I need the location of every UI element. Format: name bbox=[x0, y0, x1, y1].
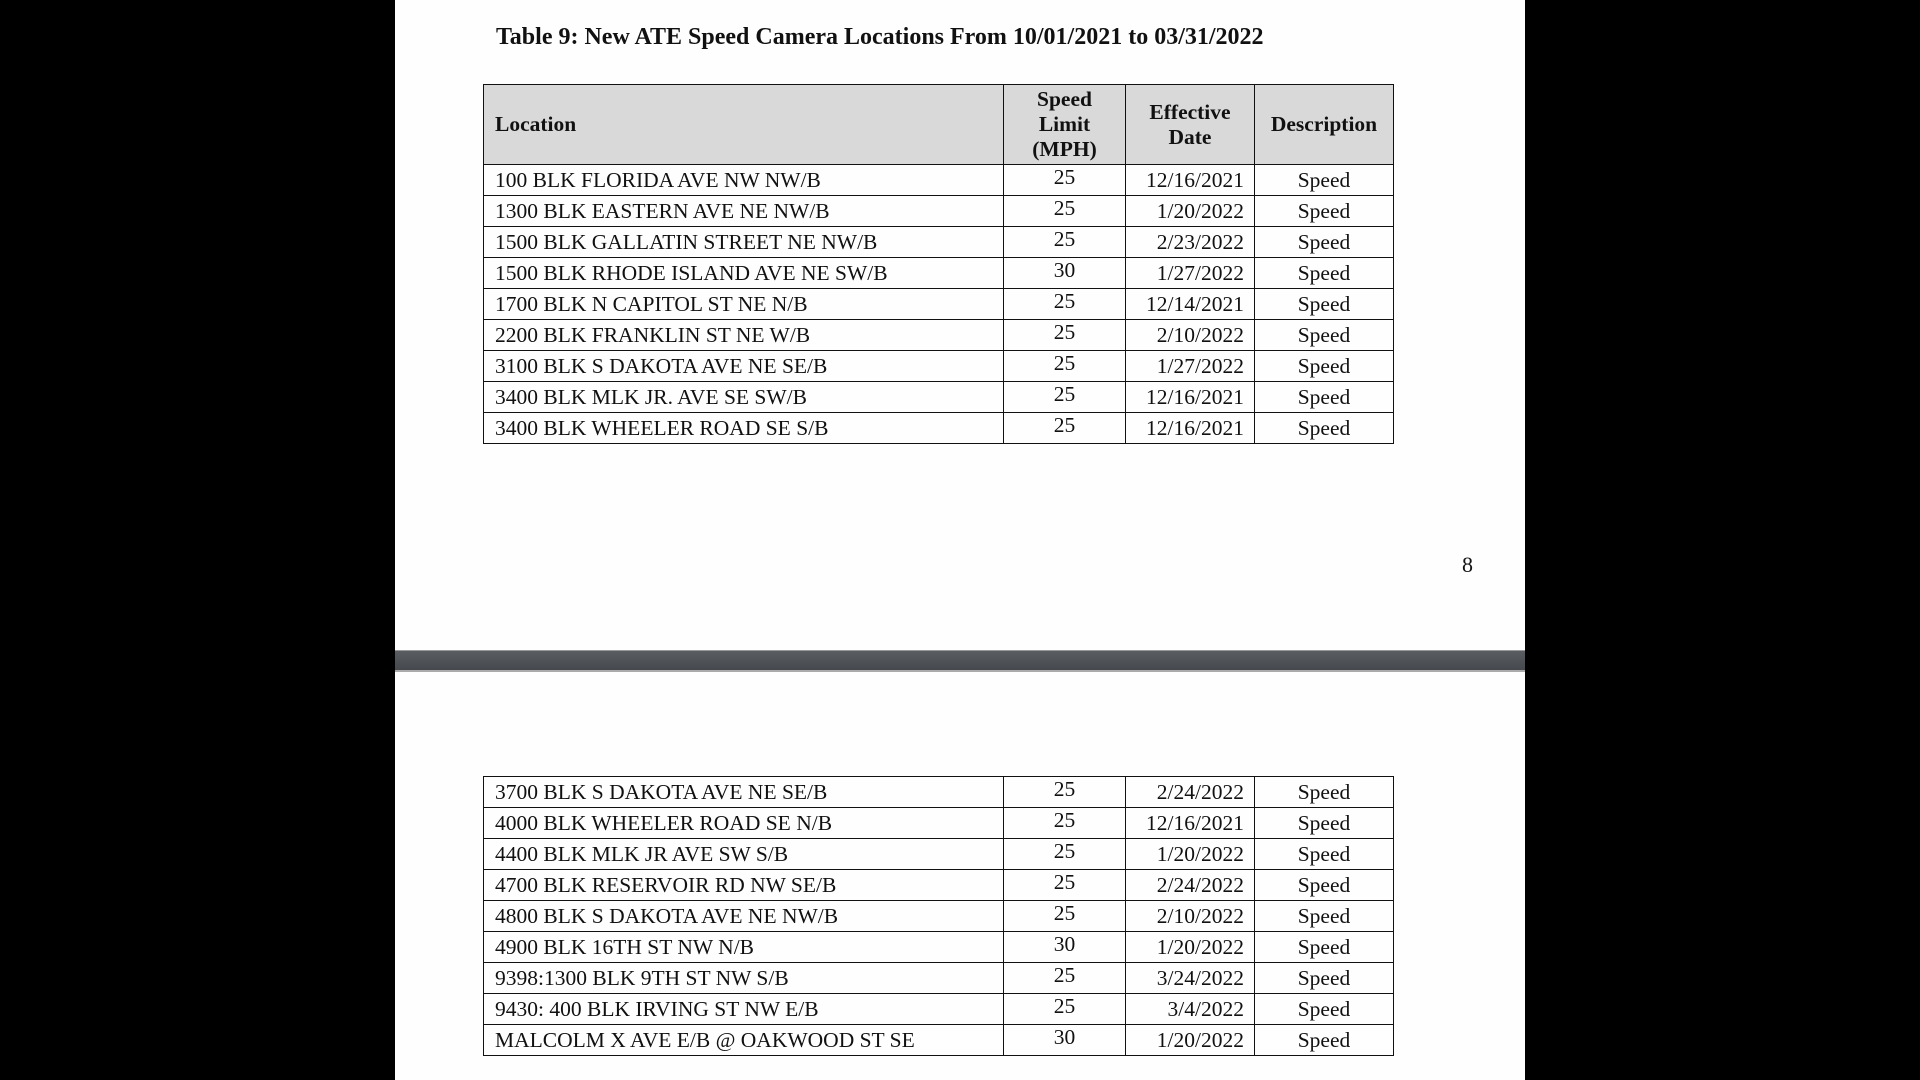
cell-speed-limit bbox=[1004, 1025, 1126, 1056]
speed-value: 25 bbox=[1053, 839, 1076, 863]
table-row bbox=[484, 1025, 1394, 1056]
cell-speed-limit bbox=[1004, 777, 1126, 808]
cell-effective-date: 1/20/2022 bbox=[1126, 196, 1255, 227]
cell-speed-limit bbox=[1004, 808, 1126, 839]
cell-effective-date: 12/14/2021 bbox=[1126, 289, 1255, 320]
cell-description: Speed bbox=[1255, 382, 1394, 413]
table-header-row bbox=[484, 85, 1394, 165]
table-row bbox=[484, 808, 1394, 839]
header-date-line2: Date bbox=[1168, 124, 1212, 149]
header-location: Location bbox=[484, 85, 1004, 165]
cell-speed-limit bbox=[1004, 382, 1126, 413]
header-date-line1: Effective bbox=[1149, 99, 1231, 124]
cell-location: 4800 BLK S DAKOTA AVE NE NW/B bbox=[484, 901, 1004, 932]
cell-effective-date: 2/24/2022 bbox=[1126, 870, 1255, 901]
speed-value: 25 bbox=[1053, 351, 1076, 375]
speed-value: 25 bbox=[1053, 413, 1076, 437]
cell-description: Speed bbox=[1255, 870, 1394, 901]
speed-value: 25 bbox=[1053, 227, 1076, 251]
table-row bbox=[484, 320, 1394, 351]
cell-effective-date: 1/20/2022 bbox=[1126, 839, 1255, 870]
cell-description: Speed bbox=[1255, 258, 1394, 289]
cell-description: Speed bbox=[1255, 901, 1394, 932]
table-row bbox=[484, 351, 1394, 382]
cell-speed-limit bbox=[1004, 839, 1126, 870]
cell-effective-date: 2/10/2022 bbox=[1126, 320, 1255, 351]
cell-speed-limit bbox=[1004, 165, 1126, 196]
cell-effective-date: 12/16/2021 bbox=[1126, 165, 1255, 196]
cell-location: 3700 BLK S DAKOTA AVE NE SE/B bbox=[484, 777, 1004, 808]
speed-camera-table-part2 bbox=[483, 776, 1394, 1056]
table-row bbox=[484, 165, 1394, 196]
cell-effective-date: 12/16/2021 bbox=[1126, 413, 1255, 444]
cell-description: Speed bbox=[1255, 351, 1394, 382]
header-speed-line3: (MPH) bbox=[1032, 137, 1097, 161]
cell-location: 3400 BLK WHEELER ROAD SE S/B bbox=[484, 413, 1004, 444]
cell-description: Speed bbox=[1255, 808, 1394, 839]
cell-effective-date: 1/20/2022 bbox=[1126, 1025, 1255, 1056]
cell-location: 1700 BLK N CAPITOL ST NE N/B bbox=[484, 289, 1004, 320]
cell-speed-limit bbox=[1004, 227, 1126, 258]
cell-speed-limit bbox=[1004, 963, 1126, 994]
cell-description: Speed bbox=[1255, 994, 1394, 1025]
speed-value: 25 bbox=[1053, 289, 1076, 313]
cell-location: 4400 BLK MLK JR AVE SW S/B bbox=[484, 839, 1004, 870]
cell-location: 100 BLK FLORIDA AVE NW NW/B bbox=[484, 165, 1004, 196]
cell-description: Speed bbox=[1255, 165, 1394, 196]
table-row bbox=[484, 382, 1394, 413]
cell-speed-limit bbox=[1004, 994, 1126, 1025]
cell-speed-limit bbox=[1004, 351, 1126, 382]
cell-speed-limit bbox=[1004, 289, 1126, 320]
speed-value: 25 bbox=[1053, 901, 1076, 925]
table-row bbox=[484, 963, 1394, 994]
speed-value: 30 bbox=[1053, 932, 1076, 956]
header-speed-limit bbox=[1004, 85, 1126, 165]
cell-description: Speed bbox=[1255, 1025, 1394, 1056]
cell-speed-limit bbox=[1004, 320, 1126, 351]
speed-value: 25 bbox=[1053, 777, 1076, 801]
cell-location: 2200 BLK FRANKLIN ST NE W/B bbox=[484, 320, 1004, 351]
table-row bbox=[484, 196, 1394, 227]
cell-effective-date: 1/27/2022 bbox=[1126, 351, 1255, 382]
table-row bbox=[484, 413, 1394, 444]
speed-value: 25 bbox=[1053, 320, 1076, 344]
cell-location: 3400 BLK MLK JR. AVE SE SW/B bbox=[484, 382, 1004, 413]
cell-speed-limit bbox=[1004, 932, 1126, 963]
table-row bbox=[484, 258, 1394, 289]
cell-description: Speed bbox=[1255, 963, 1394, 994]
speed-camera-table-part1 bbox=[483, 84, 1394, 444]
cell-description: Speed bbox=[1255, 289, 1394, 320]
table-row bbox=[484, 289, 1394, 320]
cell-speed-limit bbox=[1004, 870, 1126, 901]
cell-description: Speed bbox=[1255, 196, 1394, 227]
cell-description: Speed bbox=[1255, 413, 1394, 444]
speed-value: 25 bbox=[1053, 963, 1076, 987]
cell-location: 1300 BLK EASTERN AVE NE NW/B bbox=[484, 196, 1004, 227]
speed-value: 25 bbox=[1053, 870, 1076, 894]
cell-location: 1500 BLK GALLATIN STREET NE NW/B bbox=[484, 227, 1004, 258]
table-row bbox=[484, 227, 1394, 258]
table-row bbox=[484, 932, 1394, 963]
cell-effective-date: 3/4/2022 bbox=[1126, 994, 1255, 1025]
cell-effective-date: 2/24/2022 bbox=[1126, 777, 1255, 808]
cell-description: Speed bbox=[1255, 320, 1394, 351]
speed-value: 30 bbox=[1053, 1025, 1076, 1049]
header-description: Description bbox=[1255, 85, 1394, 165]
cell-effective-date: 3/24/2022 bbox=[1126, 963, 1255, 994]
cell-speed-limit bbox=[1004, 901, 1126, 932]
cell-location: 4000 BLK WHEELER ROAD SE N/B bbox=[484, 808, 1004, 839]
cell-effective-date: 1/27/2022 bbox=[1126, 258, 1255, 289]
cell-description: Speed bbox=[1255, 227, 1394, 258]
speed-value: 25 bbox=[1053, 165, 1076, 189]
cell-effective-date: 2/23/2022 bbox=[1126, 227, 1255, 258]
speed-value: 25 bbox=[1053, 994, 1076, 1018]
cell-effective-date: 12/16/2021 bbox=[1126, 808, 1255, 839]
cell-effective-date: 2/10/2022 bbox=[1126, 901, 1255, 932]
table-row bbox=[484, 901, 1394, 932]
cell-effective-date: 12/16/2021 bbox=[1126, 382, 1255, 413]
header-effective-date bbox=[1126, 85, 1255, 165]
speed-value: 30 bbox=[1053, 258, 1076, 282]
cell-speed-limit bbox=[1004, 258, 1126, 289]
cell-description: Speed bbox=[1255, 932, 1394, 963]
cell-speed-limit bbox=[1004, 413, 1126, 444]
cell-location: 9398:1300 BLK 9TH ST NW S/B bbox=[484, 963, 1004, 994]
cell-location: 1500 BLK RHODE ISLAND AVE NE SW/B bbox=[484, 258, 1004, 289]
cell-location: 4700 BLK RESERVOIR RD NW SE/B bbox=[484, 870, 1004, 901]
cell-speed-limit bbox=[1004, 196, 1126, 227]
speed-value: 25 bbox=[1053, 382, 1076, 406]
cell-location: 9430: 400 BLK IRVING ST NW E/B bbox=[484, 994, 1004, 1025]
cell-location: MALCOLM X AVE E/B @ OAKWOOD ST SE bbox=[484, 1025, 1004, 1056]
table-row bbox=[484, 870, 1394, 901]
table-title: Table 9: New ATE Speed Camera Locations From 10/01/2021 to 03/31/2022 bbox=[496, 24, 1264, 50]
table-row bbox=[484, 994, 1394, 1025]
header-speed-line1: Speed bbox=[1037, 87, 1092, 111]
table-row bbox=[484, 777, 1394, 808]
speed-value: 25 bbox=[1053, 196, 1076, 220]
header-speed-line2: Limit bbox=[1038, 112, 1091, 136]
cell-location: 3100 BLK S DAKOTA AVE NE SE/B bbox=[484, 351, 1004, 382]
cell-location: 4900 BLK 16TH ST NW N/B bbox=[484, 932, 1004, 963]
speed-value: 25 bbox=[1053, 808, 1076, 832]
cell-effective-date: 1/20/2022 bbox=[1126, 932, 1255, 963]
cell-description: Speed bbox=[1255, 777, 1394, 808]
cell-description: Speed bbox=[1255, 839, 1394, 870]
table-row bbox=[484, 839, 1394, 870]
page-separator bbox=[395, 650, 1525, 672]
page-number: 8 bbox=[1462, 552, 1473, 577]
